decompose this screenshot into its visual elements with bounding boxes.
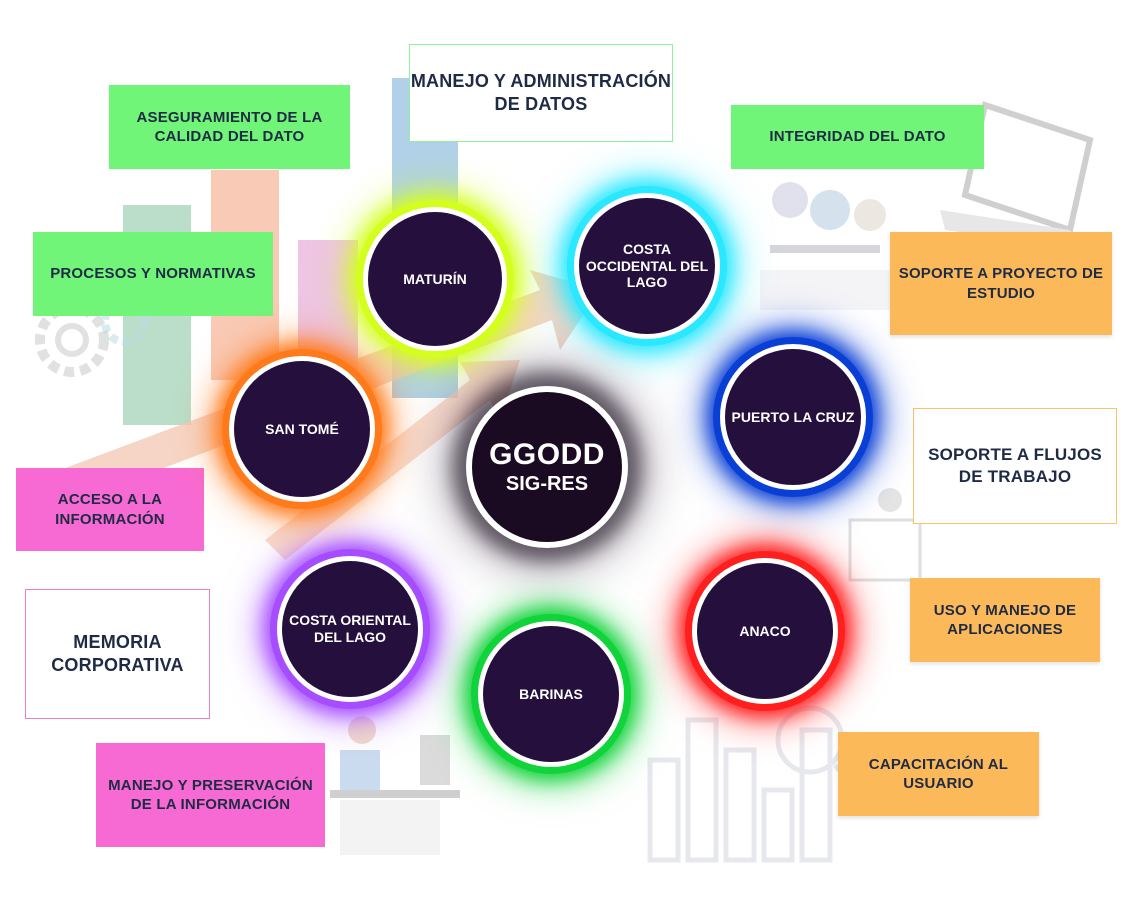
box-soporte-flujos (913, 408, 1117, 524)
box-manejo-administracion-datos (409, 44, 673, 142)
box-procesos-normativas (33, 232, 273, 316)
box-label: CAPACITACIÓN AL USUARIO (868, 755, 1009, 792)
gear-icon (40, 308, 104, 372)
box-label: USO Y MANEJO DE APLICACIONES (933, 601, 1077, 638)
node-label: BARINAS (519, 685, 583, 702)
box-memoria-corporativa (25, 589, 210, 719)
center-subtitle: SIG-RES (505, 473, 589, 495)
node-label: PUERTO LA CRUZ (731, 408, 855, 425)
person-at-desk-illustration (330, 716, 460, 855)
meeting-people-illustration (760, 182, 890, 310)
node-anaco (692, 558, 838, 704)
box-soporte-proyecto (890, 232, 1112, 335)
box-preservacion-informacion (96, 743, 325, 847)
node-label: ANACO (739, 622, 791, 639)
box-label: PROCESOS Y NORMATIVAS (50, 265, 256, 283)
box-integridad-dato (731, 105, 984, 169)
box-label: INTEGRIDAD DEL DATO (769, 128, 946, 146)
node-puerto-la-cruz (720, 344, 866, 490)
node-label: COSTA OCCIDENTAL DEL LAGO (585, 240, 709, 291)
box-uso-manejo-aplicaciones (910, 578, 1100, 662)
box-label: SOPORTE A PROYECTO DE ESTUDIO (898, 265, 1104, 302)
box-aseguramiento-calidad (109, 85, 350, 169)
box-label: MEMORIA CORPORATIVA (51, 631, 184, 675)
box-label: MANEJO Y PRESERVACIÓN DE LA INFORMACIÓN (108, 776, 313, 813)
bar-chart-icon (650, 708, 870, 860)
center-title: GGODD (489, 438, 605, 471)
node-barinas (478, 621, 624, 767)
node-label: COSTA ORIENTAL DEL LAGO (289, 612, 411, 645)
node-label: SAN TOMÉ (265, 420, 339, 437)
box-acceso-informacion (16, 468, 204, 551)
box-label: ACCESO A LA INFORMACIÓN (55, 491, 165, 528)
box-label: ASEGURAMIENTO DE LA CALIDAD DEL DATO (136, 108, 323, 145)
node-san-tome (229, 356, 375, 502)
node-costa-oriental (277, 556, 423, 702)
box-capacitacion-usuario (838, 732, 1039, 816)
box-label: SOPORTE A FLUJOS DE TRABAJO (928, 444, 1102, 486)
node-maturin (363, 207, 507, 351)
center-hub (466, 386, 628, 548)
analytics-illustration (850, 488, 920, 580)
box-label: MANEJO Y ADMINISTRACIÓN DE DATOS (410, 70, 672, 114)
node-label: MATURÍN (403, 270, 467, 287)
node-costa-occidental (574, 193, 720, 339)
